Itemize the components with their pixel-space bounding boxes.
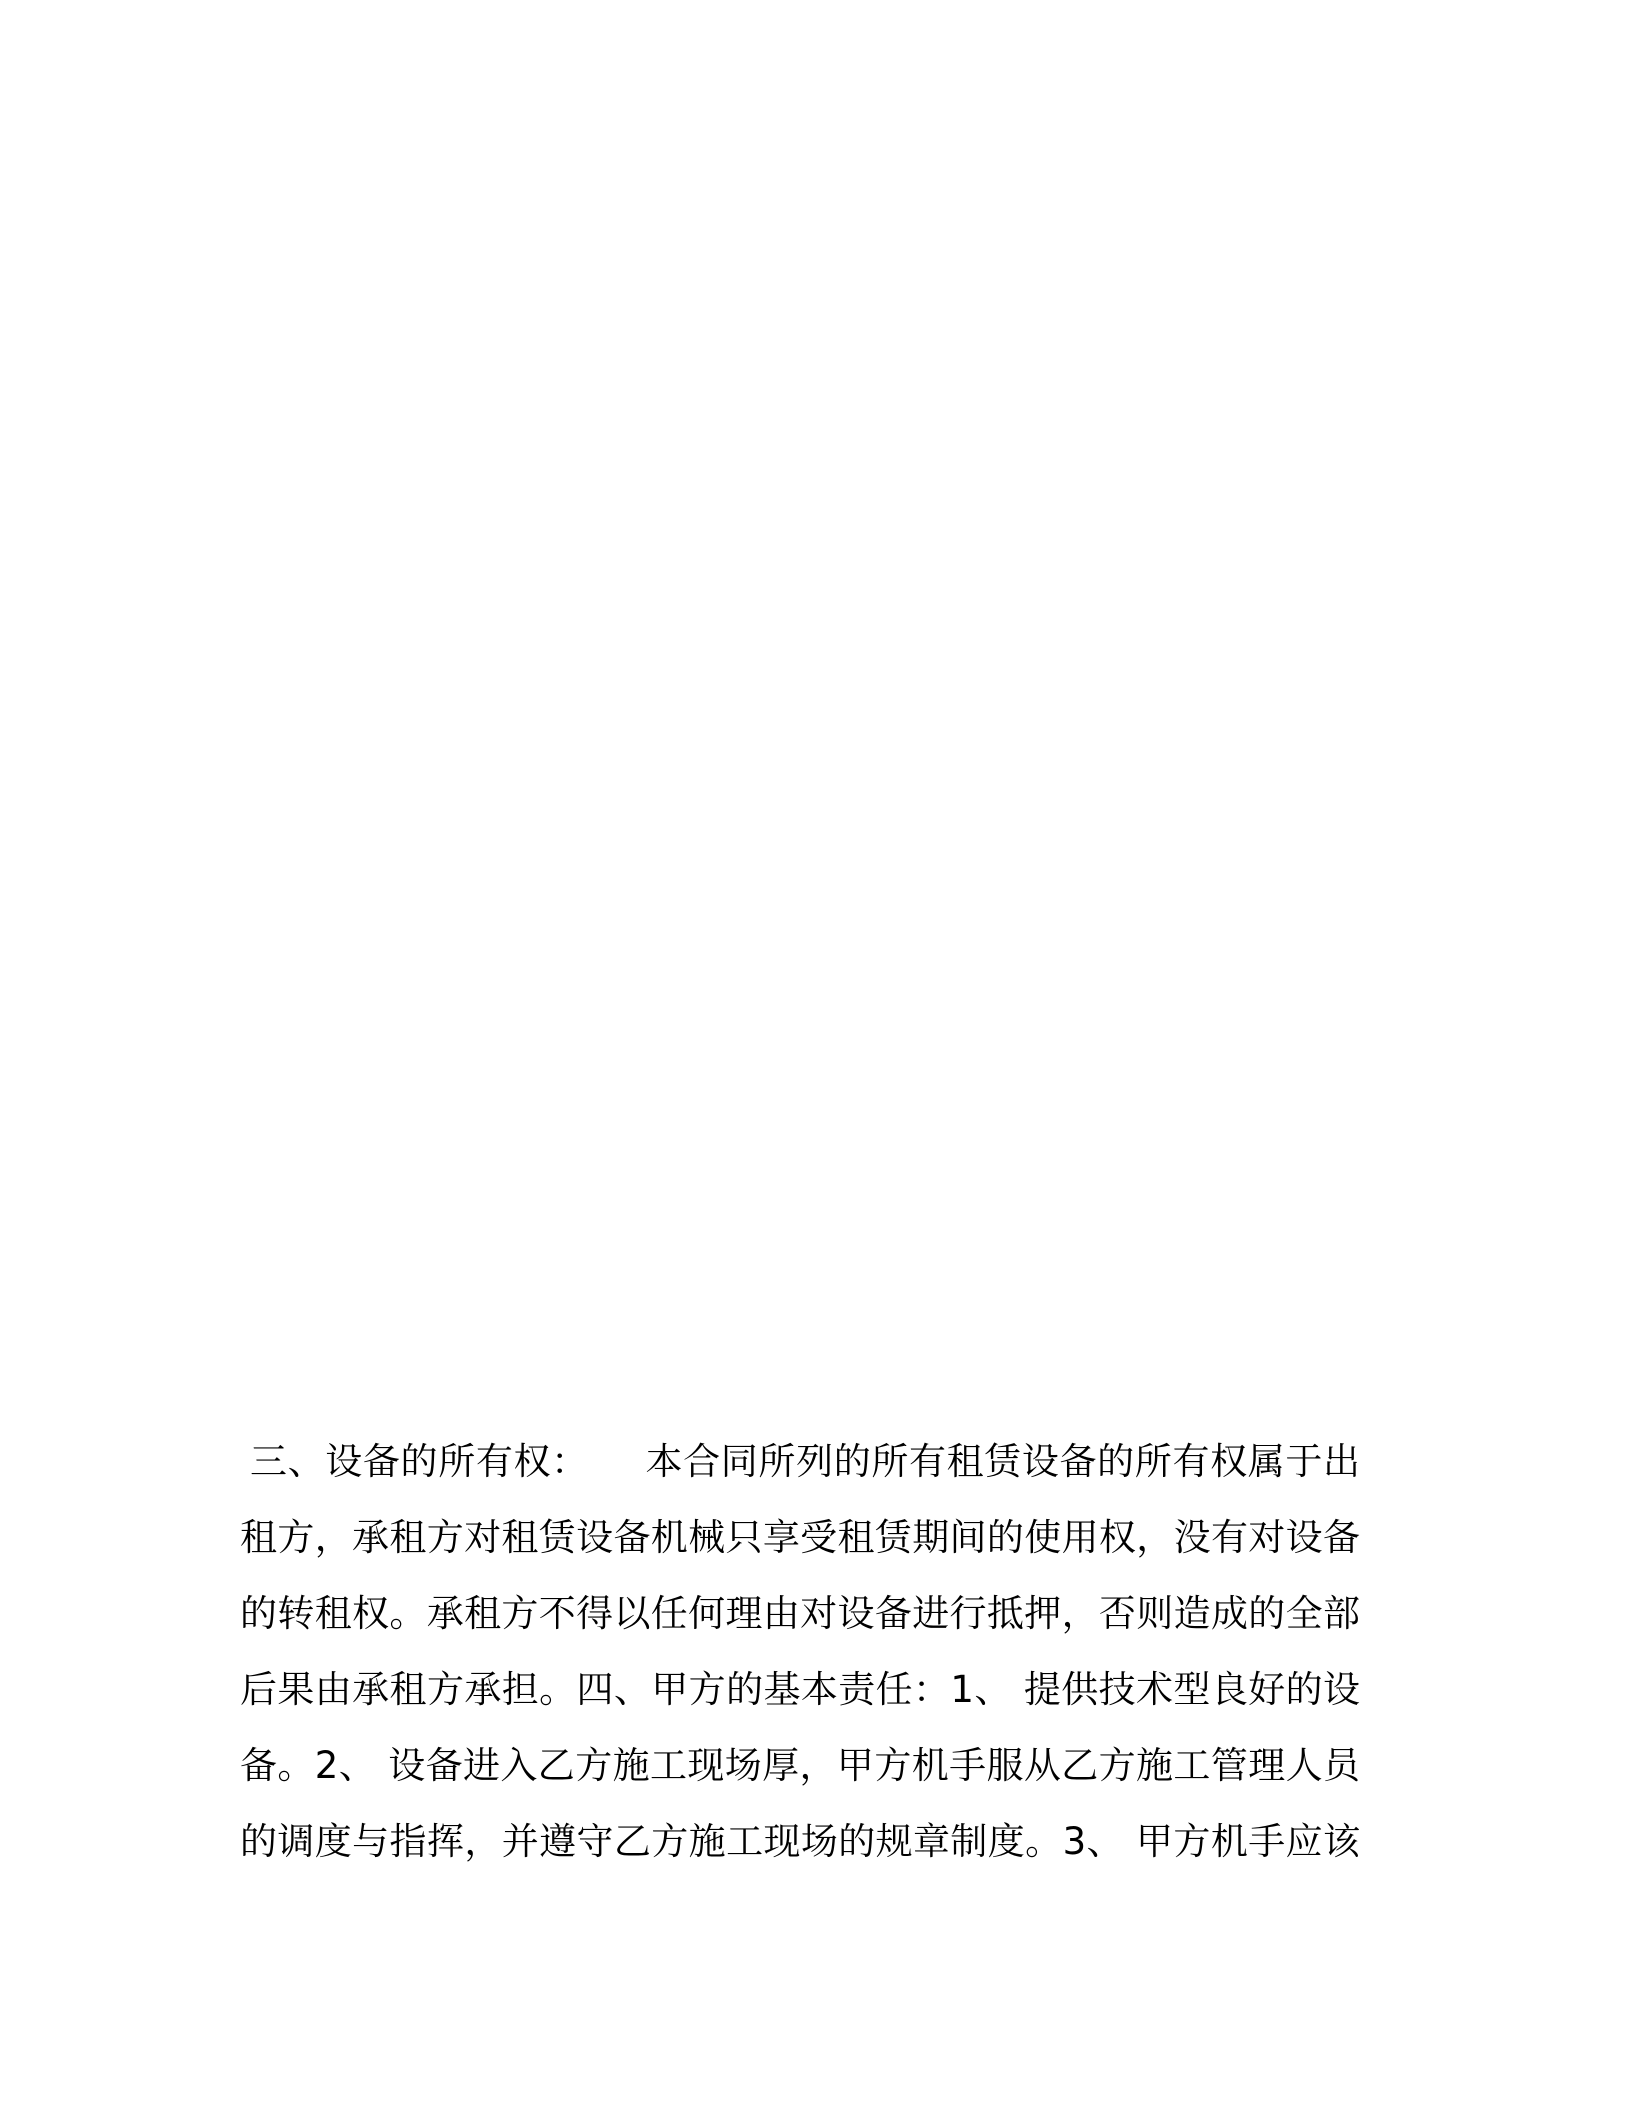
text-line: 三、设备的所有权： 本合同所列的所有租赁设备的所有权属于出 <box>250 1440 1360 1483</box>
body-text <box>240 1424 1360 1880</box>
text-line: 租方，承租方对租赁设备机械只享受租赁期间的使用权，没有对设备 <box>240 1516 1360 1559</box>
text-line: 备。2、 设备进入乙方施工现场厚，甲方机手服从乙方施工管理人员 <box>240 1744 1360 1787</box>
text-line: 的转租权。承租方不得以任何理由对设备进行抵押，否则造成的全部 <box>240 1592 1360 1635</box>
text-line: 的调度与指挥，并遵守乙方施工现场的规章制度。3、 甲方机手应该 <box>240 1820 1360 1863</box>
text-line: 后果由承租方承担。四、甲方的基本责任：1、 提供技术型良好的设 <box>240 1668 1360 1711</box>
